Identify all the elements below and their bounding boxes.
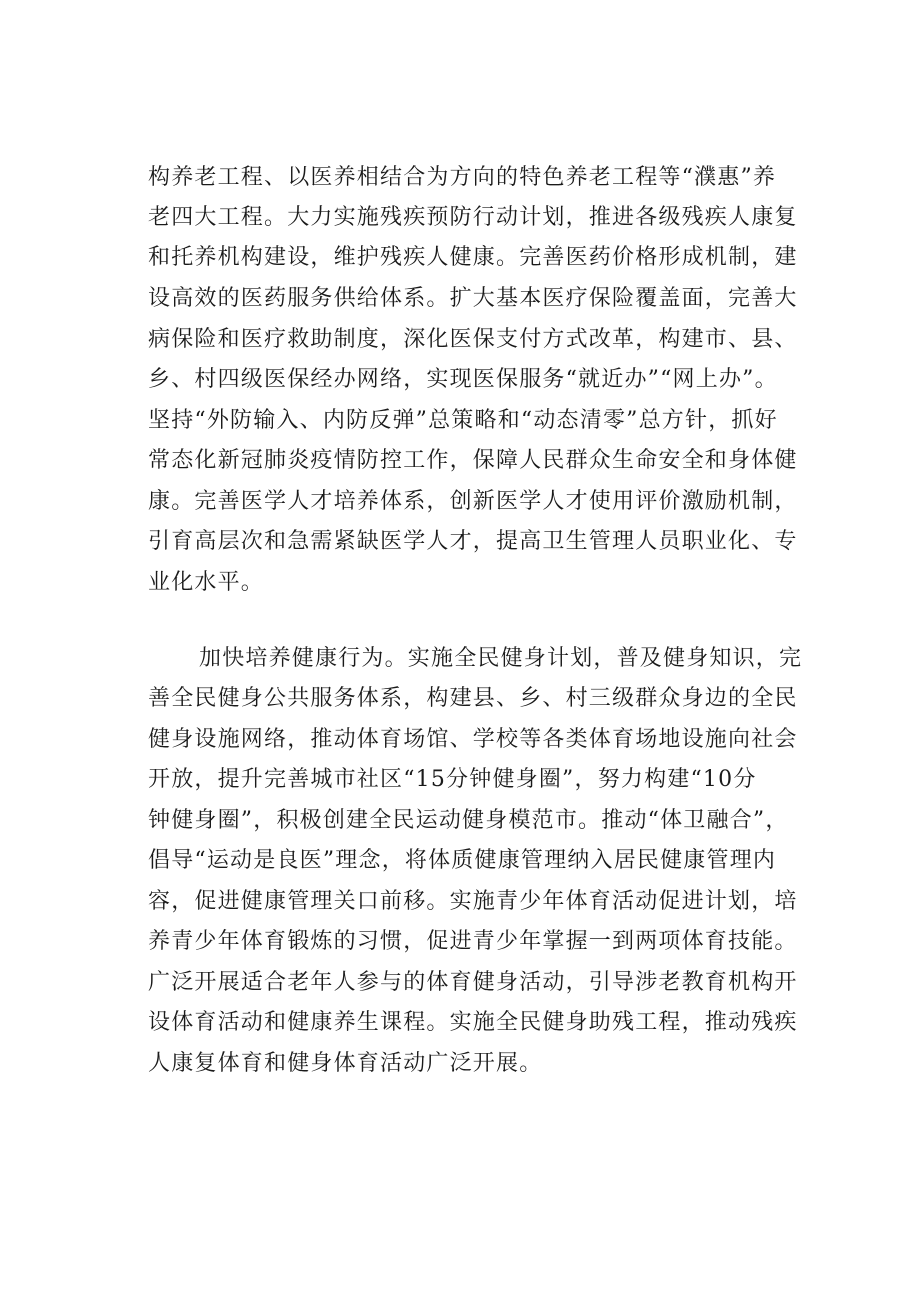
text-line: 设体育活动和健康养生课程。实施全民健身助残工程，推动残疾: [148, 1010, 798, 1035]
text-line: 善全民健身公共服务体系，构建县、乡、村三级群众身边的全民: [148, 686, 798, 711]
text-line: 引育高层次和急需紧缺医学人才，提高卫生管理人员职业化、专: [148, 529, 798, 554]
text-line: 倡导“运动是良医”理念，将体质健康管理纳入居民健康管理内: [148, 848, 777, 873]
text-line: 钟健身圈”，积极创建全民运动健身模范市。推动“体卫融合”，: [148, 808, 789, 833]
text-line: 养青少年体育锻炼的习惯，促进青少年掌握一到两项体育技能。: [148, 929, 798, 954]
text-line: 健身设施网络，推动体育场馆、学校等各类体育场地设施向社会: [148, 727, 798, 752]
text-line: 人康复体育和健身体育活动广泛开展。: [148, 1051, 543, 1076]
text-line: 常态化新冠肺炎疫情防控工作，保障人民群众生命安全和身体健: [148, 448, 798, 473]
text-line: 开放，提升完善城市社区“15分钟健身圈”，努力构建“10分: [148, 767, 757, 792]
text-line: 业化水平。: [148, 570, 265, 595]
text-line: 广泛开展适合老年人参与的体育健身活动，引导涉老教育机构开: [148, 970, 798, 995]
text-line: 和托养机构建设，维护残疾人健康。完善医药价格形成机制，建: [148, 245, 798, 270]
text-line: 构养老工程、以医养相结合为方向的特色养老工程等“濮惠”养: [148, 165, 777, 190]
text-line: 病保险和医疗救助制度，深化医保支付方式改革，构建市、县、: [148, 327, 798, 352]
text-line: 康。完善医学人才培养体系，创新医学人才使用评价激励机制，: [148, 489, 798, 514]
text-line: 加快培养健康行为。实施全民健身计划，普及健身知识，完: [199, 646, 803, 671]
text-line: 老四大工程。大力实施残疾预防行动计划，推进各级残疾人康复: [148, 205, 798, 230]
text-line: 乡、村四级医保经办网络，实现医保服务“就近办”“网上办”。: [148, 367, 778, 392]
text-line: 坚持“外防输入、内防反弹”总策略和“动态清零”总方针，抓好: [148, 408, 778, 433]
text-line: 设高效的医药服务供给体系。扩大基本医疗保险覆盖面，完善大: [148, 286, 798, 311]
text-line: 容，促进健康管理关口前移。实施青少年体育活动促进计划，培: [148, 889, 798, 914]
